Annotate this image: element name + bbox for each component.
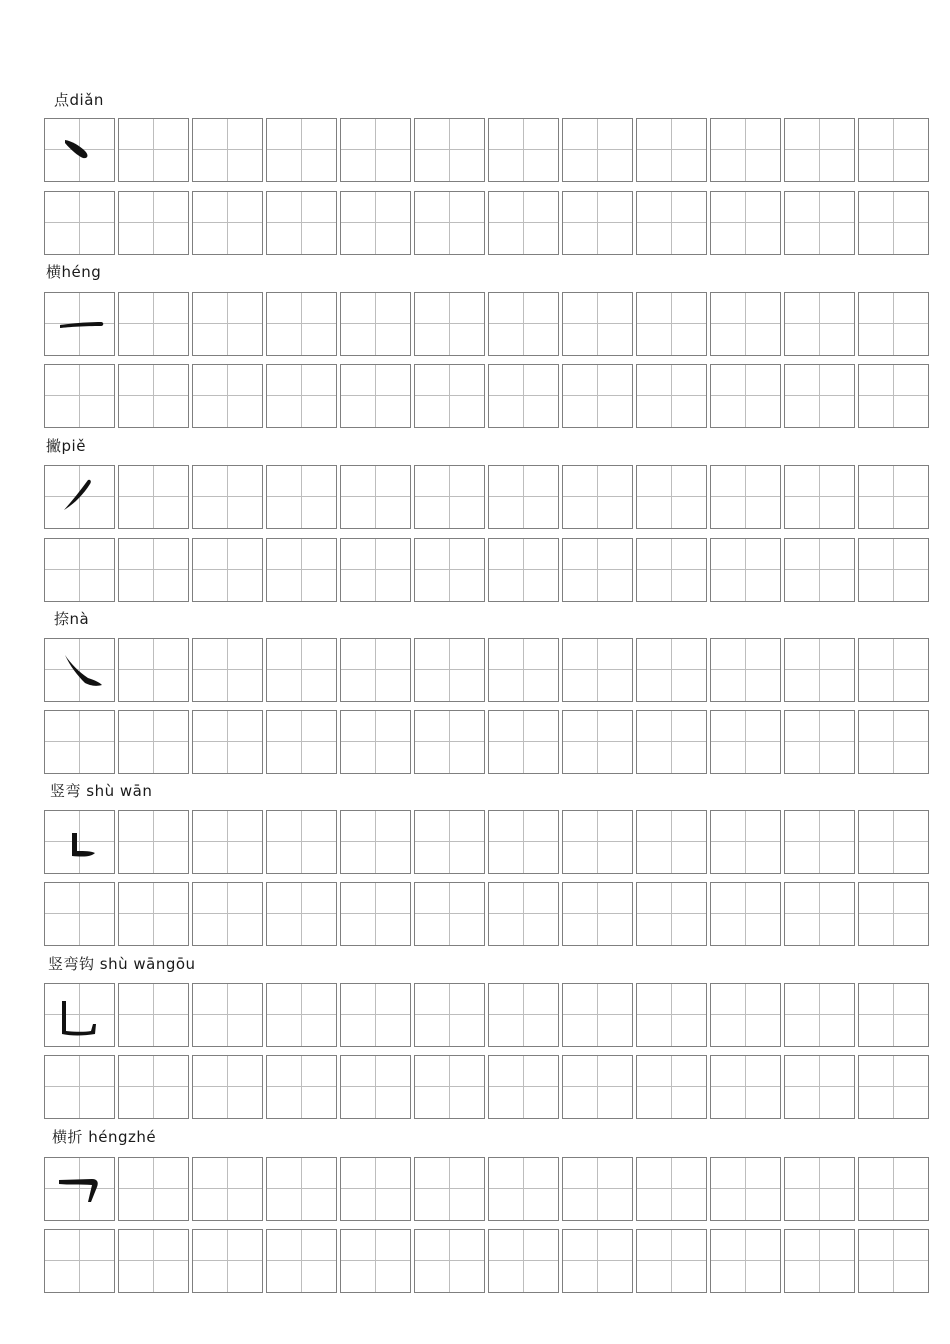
practice-cell[interactable] [340,1055,411,1119]
practice-cell[interactable] [636,364,707,428]
practice-cell[interactable] [636,465,707,529]
example-cell[interactable] [44,1157,115,1221]
stroke-label-right-falling-stroke: 捺nà [54,610,90,628]
practice-cell[interactable] [710,710,781,774]
practice-cell[interactable] [44,538,115,602]
practice-cell[interactable] [414,638,485,702]
practice-cell[interactable] [192,364,263,428]
practice-cell[interactable] [562,810,633,874]
practice-cell[interactable] [414,1229,485,1293]
practice-cell[interactable] [192,1229,263,1293]
practice-row-left-falling-stroke-1 [44,465,929,529]
practice-cell[interactable] [562,118,633,182]
practice-row-vertical-bend-stroke-2 [44,882,929,946]
practice-cell[interactable] [44,191,115,255]
practice-cell[interactable] [636,1229,707,1293]
practice-cell[interactable] [784,983,855,1047]
practice-cell[interactable] [414,882,485,946]
practice-cell[interactable] [636,191,707,255]
practice-cell[interactable] [414,710,485,774]
practice-cell[interactable] [636,118,707,182]
practice-cell[interactable] [118,191,189,255]
practice-cell[interactable] [858,538,929,602]
practice-row-right-falling-stroke-1 [44,638,929,702]
practice-cell[interactable] [266,1229,337,1293]
practice-cell[interactable] [414,364,485,428]
practice-cell[interactable] [266,882,337,946]
practice-cell[interactable] [266,465,337,529]
practice-cell[interactable] [784,810,855,874]
practice-cell[interactable] [44,364,115,428]
practice-cell[interactable] [266,983,337,1047]
practice-cell[interactable] [562,638,633,702]
right-falling-stroke-icon [45,639,114,701]
practice-cell[interactable] [784,191,855,255]
practice-row-vertical-bend-hook-stroke-1 [44,983,929,1047]
practice-cell[interactable] [118,538,189,602]
practice-cell[interactable] [636,538,707,602]
practice-cell[interactable] [784,1055,855,1119]
practice-cell[interactable] [858,364,929,428]
practice-cell[interactable] [118,638,189,702]
practice-cell[interactable] [858,1229,929,1293]
example-cell[interactable] [44,292,115,356]
practice-cell[interactable] [636,1055,707,1119]
practice-cell[interactable] [118,1157,189,1221]
practice-cell[interactable] [266,810,337,874]
practice-cell[interactable] [340,1229,411,1293]
practice-cell[interactable] [784,1157,855,1221]
practice-row-vertical-bend-hook-stroke-2 [44,1055,929,1119]
practice-cell[interactable] [488,638,559,702]
practice-cell[interactable] [858,118,929,182]
practice-cell[interactable] [710,292,781,356]
horizontal-stroke-icon [45,293,114,355]
practice-cell[interactable] [562,882,633,946]
practice-cell[interactable] [710,1055,781,1119]
practice-cell[interactable] [636,1157,707,1221]
practice-cell[interactable] [784,710,855,774]
practice-cell[interactable] [858,710,929,774]
practice-cell[interactable] [44,1229,115,1293]
example-cell[interactable] [44,638,115,702]
practice-cell[interactable] [784,118,855,182]
practice-cell[interactable] [340,1157,411,1221]
practice-cell[interactable] [710,638,781,702]
practice-cell[interactable] [192,1157,263,1221]
stroke-label-dot-stroke: 点diǎn [54,91,104,109]
practice-cell[interactable] [266,638,337,702]
left-falling-stroke-icon [45,466,114,528]
practice-cell[interactable] [488,191,559,255]
practice-row-horizontal-turn-stroke-1 [44,1157,929,1221]
practice-cell[interactable] [858,810,929,874]
practice-cell[interactable] [488,882,559,946]
dot-stroke-icon [45,119,114,181]
practice-cell[interactable] [340,538,411,602]
practice-cell[interactable] [340,118,411,182]
practice-cell[interactable] [710,810,781,874]
practice-cell[interactable] [414,538,485,602]
example-cell[interactable] [44,118,115,182]
practice-row-vertical-bend-stroke-1 [44,810,929,874]
practice-cell[interactable] [118,1055,189,1119]
practice-cell[interactable] [488,1229,559,1293]
practice-cell[interactable] [784,882,855,946]
practice-cell[interactable] [118,882,189,946]
practice-cell[interactable] [414,191,485,255]
practice-cell[interactable] [710,191,781,255]
practice-row-right-falling-stroke-2 [44,710,929,774]
practice-cell[interactable] [192,983,263,1047]
practice-cell[interactable] [710,364,781,428]
practice-cell[interactable] [192,292,263,356]
practice-cell[interactable] [562,538,633,602]
practice-cell[interactable] [340,710,411,774]
practice-cell[interactable] [858,882,929,946]
practice-cell[interactable] [414,810,485,874]
practice-cell[interactable] [266,710,337,774]
stroke-label-left-falling-stroke: 撇piě [46,437,86,455]
practice-cell[interactable] [710,1229,781,1293]
practice-cell[interactable] [266,1055,337,1119]
practice-cell[interactable] [118,710,189,774]
stroke-label-vertical-bend-hook-stroke: 竖弯钩 shù wāngōu [48,955,196,973]
practice-cell[interactable] [44,710,115,774]
practice-cell[interactable] [488,710,559,774]
practice-row-horizontal-turn-stroke-2 [44,1229,929,1293]
stroke-label-horizontal-stroke: 横héng [46,263,102,281]
practice-cell[interactable] [192,810,263,874]
practice-cell[interactable] [118,118,189,182]
practice-row-left-falling-stroke-2 [44,538,929,602]
practice-cell[interactable] [858,191,929,255]
example-cell[interactable] [44,465,115,529]
practice-cell[interactable] [858,1055,929,1119]
practice-cell[interactable] [414,1157,485,1221]
practice-cell[interactable] [118,1229,189,1293]
practice-cell[interactable] [636,710,707,774]
example-cell[interactable] [44,983,115,1047]
practice-cell[interactable] [488,810,559,874]
practice-cell[interactable] [340,882,411,946]
practice-cell[interactable] [858,983,929,1047]
practice-cell[interactable] [636,983,707,1047]
practice-cell[interactable] [266,292,337,356]
practice-cell[interactable] [192,882,263,946]
practice-cell[interactable] [414,465,485,529]
practice-cell[interactable] [636,638,707,702]
practice-cell[interactable] [562,1157,633,1221]
practice-cell[interactable] [340,810,411,874]
practice-cell[interactable] [44,882,115,946]
example-cell[interactable] [44,810,115,874]
practice-cell[interactable] [562,1229,633,1293]
practice-cell[interactable] [710,538,781,602]
practice-cell[interactable] [118,465,189,529]
practice-cell[interactable] [414,1055,485,1119]
stroke-label-vertical-bend-stroke: 竖弯 shù wān [50,782,153,800]
practice-cell[interactable] [340,638,411,702]
practice-cell[interactable] [858,638,929,702]
practice-cell[interactable] [266,1157,337,1221]
practice-cell[interactable] [192,538,263,602]
practice-row-horizontal-stroke-2 [44,364,929,428]
practice-cell[interactable] [562,1055,633,1119]
practice-cell[interactable] [266,538,337,602]
stroke-label-horizontal-turn-stroke: 横折 héngzhé [52,1128,157,1146]
practice-cell[interactable] [784,638,855,702]
practice-cell[interactable] [562,983,633,1047]
practice-cell[interactable] [858,1157,929,1221]
practice-cell[interactable] [266,118,337,182]
practice-cell[interactable] [784,465,855,529]
practice-cell[interactable] [784,1229,855,1293]
practice-cell[interactable] [118,292,189,356]
practice-cell[interactable] [488,465,559,529]
practice-cell[interactable] [562,465,633,529]
practice-cell[interactable] [858,292,929,356]
practice-cell[interactable] [340,983,411,1047]
practice-cell[interactable] [636,882,707,946]
practice-cell[interactable] [784,538,855,602]
practice-cell[interactable] [118,810,189,874]
practice-cell[interactable] [784,292,855,356]
practice-cell[interactable] [266,364,337,428]
practice-cell[interactable] [414,983,485,1047]
practice-cell[interactable] [192,191,263,255]
practice-cell[interactable] [858,465,929,529]
practice-cell[interactable] [488,118,559,182]
practice-cell[interactable] [710,1157,781,1221]
practice-cell[interactable] [488,1157,559,1221]
practice-cell[interactable] [710,882,781,946]
practice-cell[interactable] [636,810,707,874]
practice-cell[interactable] [488,983,559,1047]
practice-cell[interactable] [562,710,633,774]
practice-cell[interactable] [562,191,633,255]
practice-cell[interactable] [118,983,189,1047]
practice-cell[interactable] [562,292,633,356]
practice-cell[interactable] [266,191,337,255]
practice-cell[interactable] [192,465,263,529]
practice-cell[interactable] [784,364,855,428]
practice-row-dot-stroke-1 [44,118,929,182]
practice-cell[interactable] [192,638,263,702]
practice-cell[interactable] [340,364,411,428]
practice-cell[interactable] [488,538,559,602]
practice-cell[interactable] [118,364,189,428]
practice-cell[interactable] [414,118,485,182]
practice-cell[interactable] [44,1055,115,1119]
practice-cell[interactable] [192,118,263,182]
practice-row-dot-stroke-2 [44,191,929,255]
practice-row-horizontal-stroke-1 [44,292,929,356]
practice-cell[interactable] [636,292,707,356]
practice-cell[interactable] [192,1055,263,1119]
practice-cell[interactable] [562,364,633,428]
practice-cell[interactable] [710,983,781,1047]
practice-cell[interactable] [488,1055,559,1119]
practice-cell[interactable] [340,292,411,356]
vertical-bend-hook-stroke-icon [45,984,114,1046]
practice-cell[interactable] [340,191,411,255]
practice-cell[interactable] [192,710,263,774]
practice-cell[interactable] [414,292,485,356]
vertical-bend-stroke-icon [45,811,114,873]
practice-cell[interactable] [488,364,559,428]
practice-cell[interactable] [488,292,559,356]
practice-cell[interactable] [710,118,781,182]
practice-cell[interactable] [710,465,781,529]
horizontal-turn-stroke-icon [45,1158,114,1220]
practice-cell[interactable] [340,465,411,529]
